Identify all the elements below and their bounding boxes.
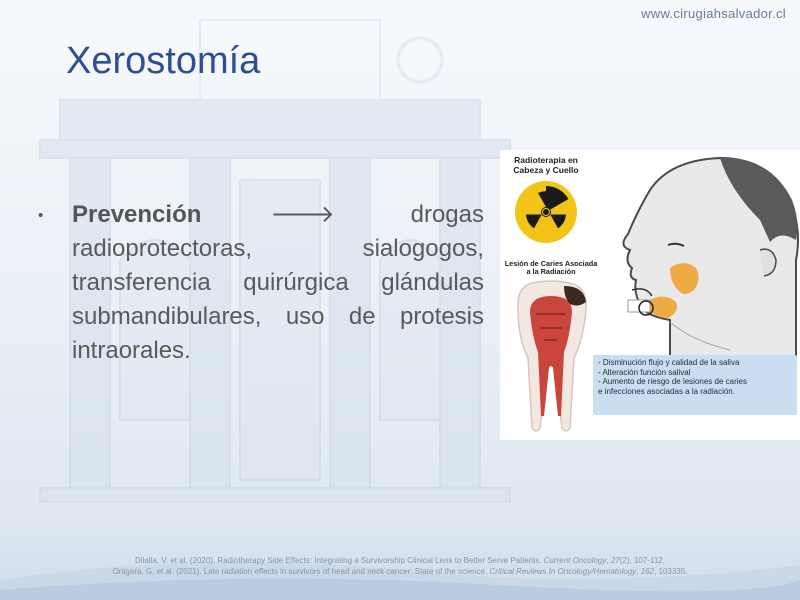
tooth-illustration bbox=[508, 278, 594, 434]
bullet-body: drogas radioprotectoras, sialogogos, transferencia quirúrgica glándulas submandibulares, uso de protesis intraorales. bbox=[72, 201, 484, 364]
references bbox=[0, 555, 800, 577]
reference-1-volume: 27 bbox=[610, 556, 620, 565]
figure-label-radiotherapy: Radioterapia en Cabeza y Cuello bbox=[513, 155, 579, 175]
slide-title: Xerostomía bbox=[66, 40, 261, 82]
bullet-list bbox=[38, 198, 484, 368]
reference-2-text: Ortigara, G. et al. (2021). Late radiation effects in survivors of head and neck cancer: State of the science. bbox=[112, 567, 490, 576]
effect-item: - Disminución flujo y calidad de la saliva bbox=[598, 358, 740, 367]
bullet-item bbox=[38, 198, 484, 368]
reference-2-volume: 162 bbox=[640, 567, 655, 576]
head-profile-illustration bbox=[610, 150, 800, 365]
bullet-marker: • bbox=[38, 207, 44, 224]
reference-2-journal: Critical Reviews In Oncology/Hematology bbox=[489, 567, 637, 576]
reference-1-text: Dilalla, V. et al. (2020). Radiotherapy Side Effects: Integrating a Survivorship Clinical Lens to Better Serve Patients. bbox=[135, 556, 544, 565]
arrow-icon: 🡒 bbox=[270, 201, 335, 228]
site-url: www.cirugiahsalvador.cl bbox=[641, 6, 786, 21]
effect-item: e infecciones asociadas a la radiación. bbox=[598, 386, 735, 396]
figure-label-caries: Lesión de Caries Asociada a la Radiación bbox=[504, 259, 598, 276]
effect-item: - Alteración función salival bbox=[598, 367, 691, 377]
reference-1: Dilalla, V. et al. (2020). Radiotherapy Side Effects: Integrating a Survivorship Clinical Lens to Better Serve Patients. Current Oncology, 27(2), 107-112. bbox=[135, 556, 665, 565]
bullet-bold-term: Prevención bbox=[72, 201, 202, 228]
radiotherapy-figure bbox=[500, 150, 800, 440]
effects-info-box bbox=[593, 355, 797, 415]
effect-item: - Aumento de riesgo de lesiones de caries bbox=[598, 377, 747, 387]
reference-2: Ortigara, G. et al. (2021). Late radiation effects in survivors of head and neck cancer: State of the science. Critical Reviews In Oncology/Hematology, 162, 103335. bbox=[112, 567, 688, 576]
reference-2-pages: , 103335. bbox=[654, 567, 688, 576]
reference-1-journal: Current Oncology bbox=[543, 556, 607, 565]
radiation-icon bbox=[514, 180, 578, 244]
reference-1-pages: (2), 107-112. bbox=[619, 556, 665, 565]
bullet-text bbox=[72, 198, 484, 368]
